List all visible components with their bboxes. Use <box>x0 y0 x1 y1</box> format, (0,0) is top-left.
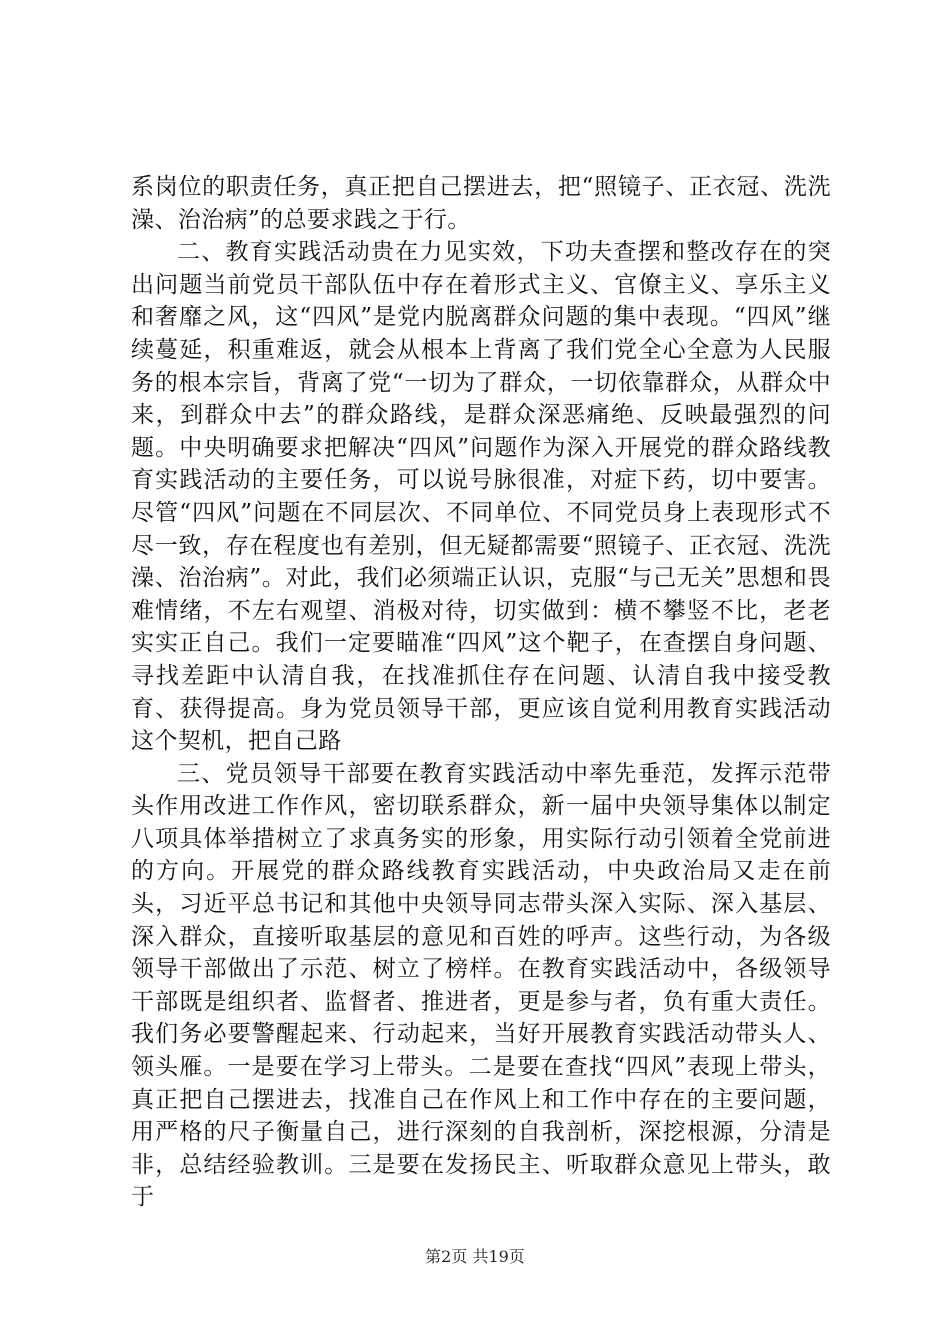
paragraph-1: 系岗位的职责任务，真正把自己摆进去，把“照镜子、正衣冠、洗洗澡、治治病”的总要求践之于行。 <box>131 174 831 233</box>
page-number-footer: 第2页 共19页 <box>425 1247 525 1266</box>
paragraph-2: 二、教育实践活动贵在力见实效，下功夫查摆和整改存在的突出问题当前党员干部队伍中存在着形式主义、官僚主义、享乐主义和奢靡之风，这“四风”是党内脱离群众问题的集中表现。“四风”继续蔓延，积重难返，就会从根本上背离了我们党全心全意为人民服务的根本宗旨，背离了党“一切为了群众，一切依靠群众，从群众中来，到群众中去”的群众路线，是群众深恶痛绝、反映最强烈的问题。中央明确要求把解决“四风”问题作为深入开展党的群众路线教育实践活动的主要任务，可以说号脉很准，对症下药，切中要害。尽管“四风”问题在不同层次、不同单位、不同党员身上表现形式不尽一致，存在程度也有差别，但无疑都需要“照镜子、正衣冠、洗洗澡、治治病”。对此，我们必须端正认识，克服“与己无关”思想和畏难情绪，不左右观望、消极对待，切实做到：横不攀竖不比，老老实实正自己。我们一定要瞄准“四风”这个靶子，在查摆自身问题、寻找差距中认清自我，在找准抓住存在问题、认清自我中接受教育、获得提高。身为党员领导干部，更应该自觉利用教育实践活动这个契机，把自己路 <box>131 239 831 755</box>
paragraph-3: 三、党员领导干部要在教育实践活动中率先垂范，发挥示范带头作用改进工作作风，密切联系群众，新一届中央领导集体以制定八项具体举措树立了求真务实的形象，用实际行动引领着全党前进的方向。开展党的群众路线教育实践活动，中央政治局又走在前头，习近平总书记和其他中央领导同志带头深入实际、深入基层、深入群众，直接听取基层的意见和百姓的呼声。这些行动，为各级领导干部做出了示范、树立了榜样。在教育实践活动中，各级领导干部既是组织者、监督者、推进者，更是参与者，负有重大责任。我们务必要警醒起来、行动起来，当好开展教育实践活动带头人、领头雁。一是要在学习上带头。二是要在查找“四风”表现上带头，真正把自己摆进去，找准自己在作风上和工作中存在的主要问题，用严格的尺子衡量自己，进行深刻的自我剖析，深挖根源，分清是非，总结经验教训。三是要在发扬民主、听取群众意见上带头，敢于 <box>131 760 831 1211</box>
document-body <box>131 171 831 1214</box>
